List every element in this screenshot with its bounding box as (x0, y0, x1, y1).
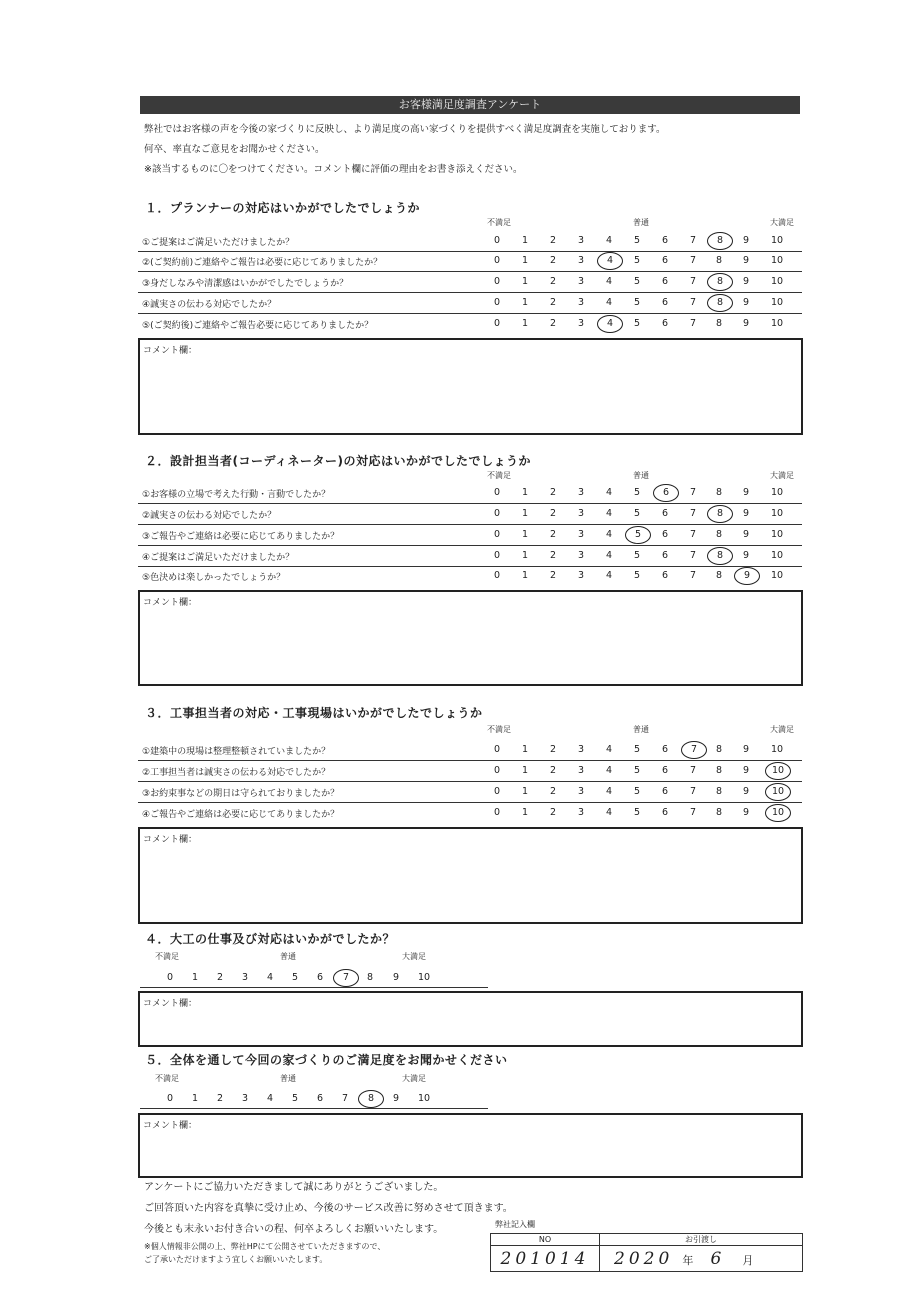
comment-label: コメント欄： (143, 346, 198, 356)
scale-label-low: 不満足 (487, 218, 511, 227)
selected-rating[interactable]: 6 (653, 484, 679, 502)
scale-label-high: 大満足 (402, 952, 426, 961)
rating-option[interactable]: 5 (633, 765, 641, 776)
comment-box-5[interactable] (138, 1113, 803, 1178)
rating-option[interactable]: 0 (493, 744, 501, 755)
rating-option[interactable]: 9 (742, 786, 750, 797)
rating-option[interactable]: 4 (605, 570, 613, 581)
rating-option[interactable]: 1 (521, 487, 529, 498)
rating-option[interactable]: 7 (689, 318, 697, 329)
rating-option[interactable]: 1 (521, 570, 529, 581)
rating-option[interactable]: 3 (577, 318, 585, 329)
row-divider (138, 271, 802, 272)
rating-option[interactable]: 3 (241, 972, 249, 983)
question-2-4: ④ご提案はご満足いただけましたか？ (142, 553, 295, 563)
rating-option[interactable]: 7 (689, 487, 697, 498)
scale-label-high: 大満足 (770, 218, 794, 227)
section-title-4: ４．大工の仕事及び対応はいかがでしたか？ (145, 932, 396, 946)
scale-label-mid: 普通 (633, 725, 649, 734)
rating-option[interactable]: 7 (689, 508, 697, 519)
rating-option[interactable]: 6 (661, 744, 669, 755)
handover-month: 6 (710, 1248, 726, 1269)
rating-option[interactable]: 0 (493, 765, 501, 776)
rating-option[interactable]: 6 (316, 1093, 324, 1104)
rating-option[interactable]: 9 (742, 255, 750, 266)
rating-option[interactable]: 3 (577, 570, 585, 581)
handover-date-cell[interactable] (600, 1246, 803, 1272)
question-1-1: ①ご提案はご満足いただけましたか？ (142, 238, 295, 248)
rating-option[interactable]: 5 (633, 807, 641, 818)
rating-option[interactable]: 5 (633, 508, 641, 519)
rating-option[interactable]: 6 (661, 255, 669, 266)
section-title-2: ２．設計担当者(コーディネーター)の対応はいかがでしたでしょうか (145, 454, 532, 468)
selected-rating[interactable]: 8 (707, 547, 733, 565)
scale-underline (140, 1108, 488, 1109)
rating-option[interactable]: 1 (521, 508, 529, 519)
question-2-5: ⑤色決めは楽しかったでしょうか？ (142, 573, 286, 583)
year-unit: 年 (682, 1253, 694, 1267)
scale-label-high: 大満足 (770, 471, 794, 480)
rating-option[interactable]: 8 (715, 807, 723, 818)
selected-rating[interactable]: 8 (358, 1090, 384, 1108)
no-value-cell[interactable] (491, 1246, 600, 1272)
rating-option[interactable]: 2 (549, 807, 557, 818)
rating-option[interactable]: 7 (689, 786, 697, 797)
rating-option[interactable]: 9 (392, 1093, 400, 1104)
rating-option[interactable]: 7 (689, 765, 697, 776)
rating-option[interactable]: 1 (521, 765, 529, 776)
rating-option[interactable]: 5 (633, 297, 641, 308)
scale-label-high: 大満足 (770, 725, 794, 734)
rating-option[interactable]: 9 (392, 972, 400, 983)
row-divider (138, 566, 802, 567)
rating-option[interactable]: 3 (577, 255, 585, 266)
rating-option[interactable]: 1 (521, 786, 529, 797)
comment-label: コメント欄： (143, 598, 198, 608)
rating-option[interactable]: 4 (605, 508, 613, 519)
rating-option[interactable]: 3 (577, 235, 585, 246)
rating-option[interactable]: 10 (770, 235, 784, 246)
scale-underline (140, 987, 488, 988)
question-2-1: ①お客様の立場で考えた行動・言動でしたか？ (142, 490, 331, 500)
rating-option[interactable]: 7 (689, 255, 697, 266)
rating-option[interactable]: 4 (605, 487, 613, 498)
handover-header: お引渡し (600, 1234, 803, 1246)
rating-option[interactable]: 9 (742, 276, 750, 287)
month-unit: 月 (742, 1253, 754, 1267)
rating-option[interactable]: 4 (605, 276, 613, 287)
rating-option[interactable]: 7 (689, 807, 697, 818)
section-title-3: ３．工事担当者の対応・工事現場はいかがでしたでしょうか (145, 706, 483, 720)
rating-option[interactable]: 5 (633, 570, 641, 581)
rating-option[interactable]: 1 (521, 807, 529, 818)
rating-option[interactable]: 9 (742, 318, 750, 329)
rating-option[interactable]: 2 (549, 570, 557, 581)
rating-option[interactable]: 0 (493, 318, 501, 329)
selected-rating[interactable]: 9 (734, 567, 760, 585)
row-divider (138, 760, 802, 761)
intro-text-1: 弊社ではお客様の声を今後の家づくりに反映し、より満足度の高い家づくりを提供すべく満足度調査を実施しております。 (144, 124, 666, 135)
rating-option[interactable]: 6 (661, 529, 669, 540)
rating-option[interactable]: 7 (689, 235, 697, 246)
rating-option[interactable]: 8 (715, 529, 723, 540)
rating-option[interactable]: 10 (770, 529, 784, 540)
rating-option[interactable]: 1 (521, 255, 529, 266)
privacy-note-1: ※個人情報非公開の上、弊社HPにて公開させていただきますので、 (144, 1242, 386, 1251)
row-divider (138, 802, 802, 803)
comment-box-2[interactable] (138, 590, 803, 686)
scale-label-low: 不満足 (155, 952, 179, 961)
selected-rating[interactable]: 4 (597, 315, 623, 333)
rating-option[interactable]: 0 (493, 235, 501, 246)
rating-option[interactable]: 4 (605, 765, 613, 776)
question-2-3: ③ご報告やご連絡は必要に応じてありましたか？ (142, 532, 340, 542)
rating-option[interactable]: 4 (605, 297, 613, 308)
selected-rating[interactable]: 4 (597, 252, 623, 270)
question-3-1: ①建築中の現場は整理整頓されていましたか？ (142, 747, 331, 757)
selected-rating[interactable]: 7 (681, 741, 707, 759)
rating-option[interactable]: 2 (549, 255, 557, 266)
rating-option[interactable]: 3 (577, 276, 585, 287)
rating-option[interactable]: 8 (366, 972, 374, 983)
selected-rating[interactable]: 8 (707, 505, 733, 523)
rating-option[interactable]: 3 (577, 487, 585, 498)
rating-option[interactable]: 3 (241, 1093, 249, 1104)
rating-option[interactable]: 10 (770, 508, 784, 519)
rating-option[interactable]: 0 (166, 1093, 174, 1104)
selected-rating[interactable]: 5 (625, 526, 651, 544)
rating-option[interactable]: 1 (191, 1093, 199, 1104)
rating-option[interactable]: 8 (715, 318, 723, 329)
rating-option[interactable]: 1 (521, 297, 529, 308)
rating-option[interactable]: 9 (742, 508, 750, 519)
rating-option[interactable]: 5 (633, 235, 641, 246)
rating-option[interactable]: 6 (316, 972, 324, 983)
rating-option[interactable]: 10 (770, 744, 784, 755)
row-divider (138, 524, 802, 525)
question-3-2: ②工事担当者は誠実さの伝わる対応でしたか？ (142, 768, 331, 778)
row-divider (138, 251, 802, 252)
rating-option[interactable]: 6 (661, 235, 669, 246)
rating-option[interactable]: 4 (605, 744, 613, 755)
rating-option[interactable]: 2 (549, 550, 557, 561)
rating-option[interactable]: 2 (549, 235, 557, 246)
rating-option[interactable]: 3 (577, 550, 585, 561)
rating-option[interactable]: 10 (770, 487, 784, 498)
rating-option[interactable]: 5 (633, 487, 641, 498)
rating-option[interactable]: 3 (577, 529, 585, 540)
rating-option[interactable]: 1 (521, 276, 529, 287)
rating-option[interactable]: 10 (417, 1093, 431, 1104)
rating-option[interactable]: 9 (742, 765, 750, 776)
rating-option[interactable]: 10 (770, 297, 784, 308)
rating-option[interactable]: 0 (493, 508, 501, 519)
rating-option[interactable]: 10 (770, 318, 784, 329)
selected-rating[interactable]: 8 (707, 232, 733, 250)
no-value: 201014 (500, 1248, 590, 1269)
rating-option[interactable]: 7 (689, 570, 697, 581)
rating-option[interactable]: 6 (661, 508, 669, 519)
rating-option[interactable]: 1 (521, 235, 529, 246)
rating-option[interactable]: 5 (291, 1093, 299, 1104)
rating-option[interactable]: 3 (577, 786, 585, 797)
rating-option[interactable]: 2 (549, 487, 557, 498)
rating-option[interactable]: 6 (661, 807, 669, 818)
comment-label: コメント欄： (143, 1121, 198, 1131)
row-divider (138, 781, 802, 782)
selected-rating[interactable]: 10 (765, 783, 791, 801)
rating-option[interactable]: 6 (661, 786, 669, 797)
rating-option[interactable]: 6 (661, 765, 669, 776)
scale-label-low: 不満足 (487, 725, 511, 734)
question-3-3: ③お約束事などの期日は守られておりましたか？ (142, 789, 340, 799)
selected-rating[interactable]: 7 (333, 969, 359, 987)
row-divider (138, 503, 802, 504)
row-divider (138, 545, 802, 546)
rating-option[interactable]: 7 (689, 529, 697, 540)
rating-option[interactable]: 2 (549, 508, 557, 519)
rating-option[interactable]: 5 (633, 744, 641, 755)
rating-option[interactable]: 5 (633, 786, 641, 797)
rating-option[interactable]: 5 (633, 318, 641, 329)
rating-option[interactable]: 2 (549, 744, 557, 755)
rating-option[interactable]: 4 (605, 235, 613, 246)
rating-option[interactable]: 9 (742, 235, 750, 246)
comment-label: コメント欄： (143, 999, 198, 1009)
rating-option[interactable]: 0 (493, 297, 501, 308)
privacy-note-2: ご了承いただけますよう宜しくお願いいたします。 (144, 1255, 328, 1264)
rating-option[interactable]: 2 (549, 786, 557, 797)
handover-year: 2020 (614, 1248, 674, 1269)
rating-option[interactable]: 8 (715, 570, 723, 581)
rating-option[interactable]: 2 (549, 765, 557, 776)
rating-option[interactable]: 5 (633, 550, 641, 561)
comment-box-1[interactable] (138, 338, 803, 435)
rating-option[interactable]: 1 (521, 529, 529, 540)
rating-option[interactable]: 9 (742, 487, 750, 498)
comment-label: コメント欄： (143, 835, 198, 845)
selected-rating[interactable]: 8 (707, 273, 733, 291)
rating-option[interactable]: 6 (661, 297, 669, 308)
rating-option[interactable]: 8 (715, 765, 723, 776)
rating-option[interactable]: 10 (770, 276, 784, 287)
rating-option[interactable]: 10 (770, 550, 784, 561)
rating-option[interactable]: 0 (493, 570, 501, 581)
rating-option[interactable]: 4 (605, 529, 613, 540)
question-3-4: ④ご報告やご連絡は必要に応じてありましたか？ (142, 810, 340, 820)
rating-option[interactable]: 4 (605, 550, 613, 561)
rating-option[interactable]: 10 (770, 570, 784, 581)
question-2-2: ②誠実さの伝わる対応でしたか？ (142, 511, 277, 521)
row-divider (138, 313, 802, 314)
selected-rating[interactable]: 8 (707, 294, 733, 312)
rating-option[interactable]: 7 (689, 276, 697, 287)
rating-option[interactable]: 9 (742, 550, 750, 561)
rating-option[interactable]: 3 (577, 508, 585, 519)
section-title-5: ５．全体を通して今回の家づくりのご満足度をお聞かせください (145, 1053, 508, 1067)
footer-thanks: アンケートにご協力いただきまして誠にありがとうございました。 (144, 1182, 444, 1193)
footer-closing: 今後とも末永いお付き合いの程、何卒よろしくお願いいたします。 (144, 1224, 444, 1235)
question-1-3: ③身だしなみや清潔感はいかがでしたでしょうか？ (142, 279, 349, 289)
selected-rating[interactable]: 10 (765, 762, 791, 780)
office-use-label: 弊社記入欄 (495, 1220, 535, 1229)
rating-option[interactable]: 5 (633, 255, 641, 266)
rating-option[interactable]: 1 (521, 318, 529, 329)
rating-option[interactable]: 0 (493, 550, 501, 561)
rating-option[interactable]: 10 (770, 255, 784, 266)
rating-option[interactable]: 8 (715, 786, 723, 797)
rating-option[interactable]: 2 (216, 1093, 224, 1104)
scale-label-mid: 普通 (280, 952, 296, 961)
question-1-4: ④誠実さの伝わる対応でしたか？ (142, 300, 277, 310)
rating-option[interactable]: 5 (633, 276, 641, 287)
row-divider (138, 292, 802, 293)
rating-option[interactable]: 9 (742, 529, 750, 540)
rating-option[interactable]: 2 (549, 529, 557, 540)
rating-option[interactable]: 3 (577, 297, 585, 308)
rating-option[interactable]: 6 (661, 550, 669, 561)
rating-option[interactable]: 4 (605, 807, 613, 818)
section-title-1: １．プランナーの対応はいかがでしたでしょうか (145, 201, 421, 215)
rating-option[interactable]: 2 (549, 276, 557, 287)
intro-text-3: ※該当するものに〇をつけてください。コメント欄に評価の理由をお書き添えください。 (144, 164, 523, 175)
rating-option[interactable]: 0 (166, 972, 174, 983)
rating-option[interactable]: 0 (493, 255, 501, 266)
rating-option[interactable]: 4 (605, 786, 613, 797)
rating-option[interactable]: 6 (661, 570, 669, 581)
question-1-2: ②(ご契約前)ご連絡やご報告は必要に応じてありましたか？ (142, 258, 383, 268)
scale-label-low: 不満足 (487, 471, 511, 480)
rating-option[interactable]: 4 (266, 972, 274, 983)
rating-option[interactable]: 8 (715, 487, 723, 498)
rating-option[interactable]: 7 (689, 297, 697, 308)
comment-box-3[interactable] (138, 827, 803, 924)
rating-option[interactable]: 0 (493, 487, 501, 498)
rating-option[interactable]: 0 (493, 807, 501, 818)
rating-option[interactable]: 8 (715, 744, 723, 755)
no-header: NO (491, 1234, 600, 1246)
rating-option[interactable]: 10 (417, 972, 431, 983)
rating-option[interactable]: 0 (493, 529, 501, 540)
scale-label-mid: 普通 (633, 218, 649, 227)
intro-text-2: 何卒、率直なご意見をお聞かせください。 (144, 144, 325, 155)
rating-option[interactable]: 7 (341, 1093, 349, 1104)
rating-option[interactable]: 3 (577, 744, 585, 755)
scale-label-high: 大満足 (402, 1074, 426, 1083)
scale-label-low: 不満足 (155, 1074, 179, 1083)
rating-option[interactable]: 7 (689, 550, 697, 561)
rating-option[interactable]: 2 (549, 297, 557, 308)
rating-option[interactable]: 8 (715, 255, 723, 266)
rating-option[interactable]: 0 (493, 276, 501, 287)
rating-option[interactable]: 1 (191, 972, 199, 983)
rating-option[interactable]: 3 (577, 765, 585, 776)
survey-title: お客様満足度調査アンケート (140, 96, 800, 114)
scale-label-mid: 普通 (280, 1074, 296, 1083)
rating-option[interactable]: 5 (291, 972, 299, 983)
rating-option[interactable]: 6 (661, 276, 669, 287)
rating-option[interactable]: 2 (549, 318, 557, 329)
rating-option[interactable]: 0 (493, 786, 501, 797)
office-use-table (490, 1233, 803, 1272)
rating-option[interactable]: 2 (216, 972, 224, 983)
rating-option[interactable]: 9 (742, 744, 750, 755)
question-1-5: ⑤(ご契約後)ご連絡やご報告必要に応じてありましたか？ (142, 321, 374, 331)
footer-commitment: ご回答頂いた内容を真摯に受け止め、今後のサービス改善に努めさせて頂きます。 (144, 1203, 513, 1214)
comment-box-4[interactable] (138, 991, 803, 1047)
rating-option[interactable]: 1 (521, 550, 529, 561)
scale-label-mid: 普通 (633, 471, 649, 480)
selected-rating[interactable]: 10 (765, 804, 791, 822)
rating-option[interactable]: 9 (742, 807, 750, 818)
rating-option[interactable]: 6 (661, 318, 669, 329)
rating-option[interactable]: 4 (266, 1093, 274, 1104)
rating-option[interactable]: 9 (742, 297, 750, 308)
rating-option[interactable]: 1 (521, 744, 529, 755)
rating-option[interactable]: 3 (577, 807, 585, 818)
